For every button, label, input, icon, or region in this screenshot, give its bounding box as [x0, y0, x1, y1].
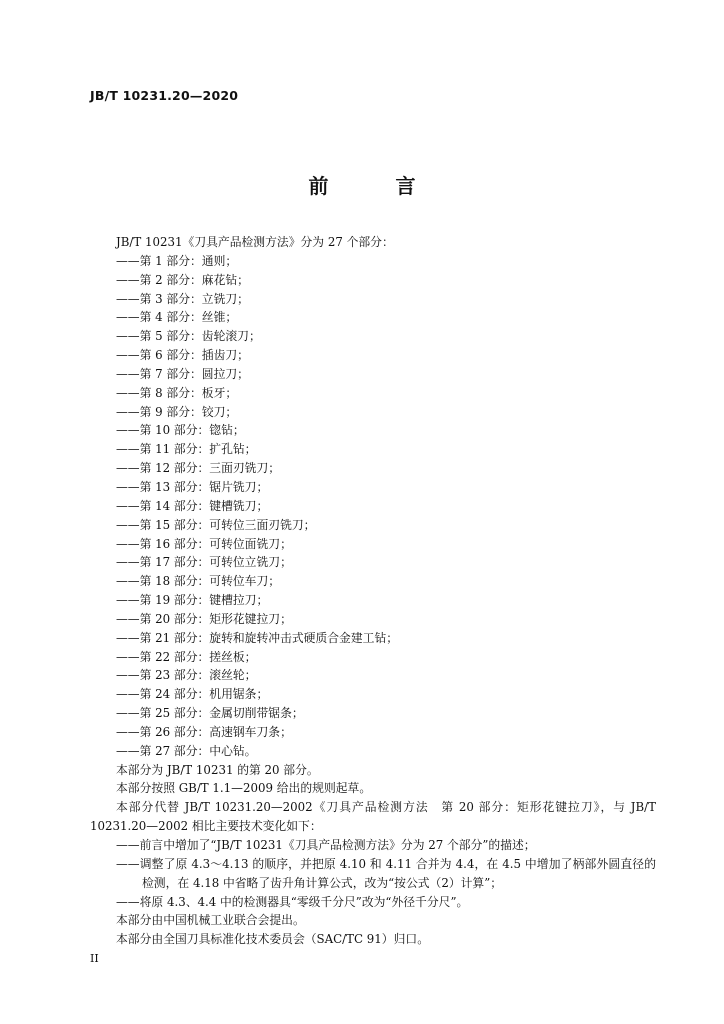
replacement-paragraph: 本部分代替 JB/T 10231.20—2002《刀具产品检测方法 第 20 部分：矩形花键拉刀》，与 JB/T 10231.20—2002 相比主要技术变化如下：	[90, 800, 656, 834]
standard-number-header: JB/T 10231.20—2020	[90, 88, 239, 103]
list-item: ——第 22 部分：搓丝板；	[116, 649, 257, 664]
list-item: ——第 10 部分：锪钻；	[116, 423, 245, 438]
list-item: ——第 11 部分：扩孔钻；	[116, 442, 257, 457]
list-item: ——第 7 部分：圆拉刀；	[116, 366, 249, 381]
list-item: ——第 4 部分：丝锥；	[116, 310, 238, 325]
list-item: ——第 3 部分：立铣刀；	[116, 291, 249, 306]
list-item: ——第 16 部分：可转位面铣刀；	[116, 536, 292, 551]
list-item: ——第 21 部分：旋转和旋转冲击式硬质合金建工钻；	[116, 630, 399, 645]
list-item: ——第 23 部分：滚丝轮；	[116, 668, 257, 683]
list-item: ——第 8 部分：板牙；	[116, 385, 238, 400]
list-item: ——第 19 部分：键槽拉刀；	[116, 593, 269, 608]
list-item: ——第 2 部分：麻花钻；	[116, 272, 249, 287]
list-item: ——第 25 部分：金属切削带锯条；	[116, 706, 304, 721]
list-item: ——第 12 部分：三面刃铣刀；	[116, 461, 281, 476]
list-item: ——第 5 部分：齿轮滚刀；	[116, 329, 261, 344]
document-body	[90, 233, 656, 949]
list-item: ——第 9 部分：铰刀；	[116, 404, 238, 419]
proposer-paragraph: 本部分由中国机械工业联合会提出。	[116, 913, 305, 928]
list-item: ——第 15 部分：可转位三面刃铣刀；	[116, 517, 316, 532]
list-item: ——第 20 部分：矩形花键拉刀；	[116, 611, 292, 626]
list-item: ——第 1 部分：通则；	[116, 253, 238, 268]
change-item: ——将原 4.3、4.4 中的检测器具“零级千分尺”改为“外径千分尺”。	[116, 894, 469, 909]
list-item: ——第 6 部分：插齿刀；	[116, 348, 249, 363]
page-title: 前 言	[308, 174, 446, 198]
page-number: II	[90, 952, 99, 965]
part-statement-paragraph: 本部分为 JB/T 10231 的第 20 部分。	[116, 762, 319, 777]
list-item: ——第 17 部分：可转位立铣刀；	[116, 555, 292, 570]
changes-list	[90, 836, 656, 911]
list-item: ——第 18 部分：可转位车刀；	[116, 574, 281, 589]
administration-paragraph: 本部分由全国刀具标准化技术委员会（SAC/TC 91）归口。	[116, 932, 429, 947]
list-item: ——第 24 部分：机用锯条；	[116, 687, 269, 702]
list-item: ——第 13 部分：锯片铣刀；	[116, 479, 269, 494]
drafting-rules-paragraph: 本部分按照 GB/T 1.1—2009 给出的规则起草。	[116, 781, 372, 796]
intro-paragraph: JB/T 10231《刀具产品检测方法》分为 27 个部分：	[116, 235, 394, 249]
list-item: ——第 14 部分：键槽铣刀；	[116, 498, 269, 513]
list-item: ——第 27 部分：中心钻。	[116, 743, 257, 758]
change-item: ——调整了原 4.3～4.13 的顺序，并把原 4.10 和 4.11 合并为 4.4，在 4.5 中增加了柄部外圆直径的检测，在 4.18 中省略了齿升角计算公式，改为“按公式（2）计算”；	[116, 856, 656, 890]
parts-list	[90, 252, 656, 761]
change-item: ——前言中增加了“JB/T 10231《刀具产品检测方法》分为 27 个部分”的描述；	[116, 838, 536, 852]
list-item: ——第 26 部分：高速钢车刀条；	[116, 724, 292, 739]
